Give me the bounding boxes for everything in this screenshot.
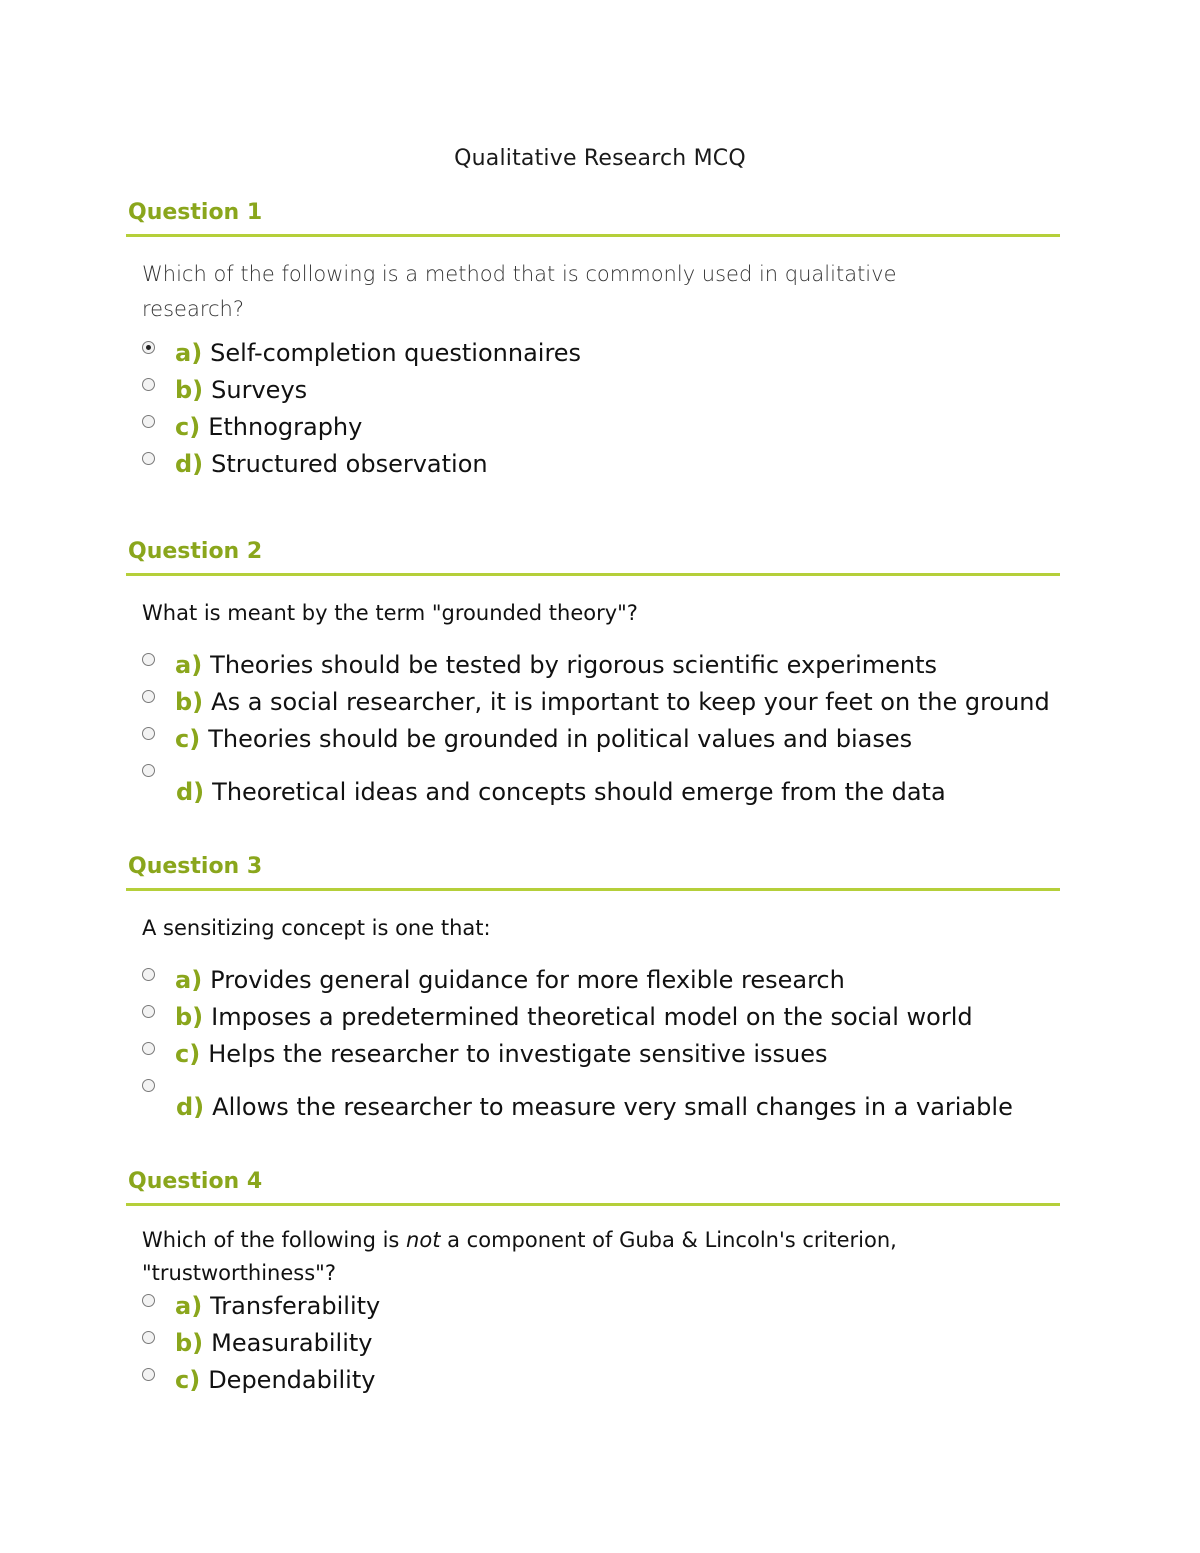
- radio-button[interactable]: [142, 452, 155, 465]
- option-letter: d): [176, 1093, 205, 1121]
- option-text: Dependability: [208, 1366, 376, 1394]
- radio-button[interactable]: [142, 1368, 155, 1381]
- answer-options: [126, 649, 1060, 808]
- radio-button[interactable]: [142, 690, 155, 703]
- question-text-end: a component of Guba & Lincoln's criterion, "trustworthiness"?: [142, 1228, 897, 1285]
- question-2: [126, 537, 1060, 808]
- option-a[interactable]: [142, 337, 1060, 374]
- option-letter: b): [175, 688, 204, 716]
- option-c[interactable]: [142, 1364, 1060, 1401]
- option-text: Transferability: [210, 1292, 381, 1320]
- option-letter: a): [175, 966, 203, 994]
- option-text: As a social researcher, it is important to keep your feet on the ground: [211, 688, 1050, 716]
- answer-options: [126, 964, 1060, 1123]
- question-heading: Question 2: [128, 539, 263, 564]
- option-d[interactable]: [142, 760, 1060, 808]
- option-text: Helps the researcher to investigate sensitive issues: [208, 1040, 828, 1068]
- option-text: Imposes a predetermined theoretical model on the social world: [211, 1003, 973, 1031]
- option-text: Allows the researcher to measure very small changes in a variable: [212, 1093, 1013, 1121]
- option-letter: a): [175, 651, 203, 679]
- question-divider: [126, 573, 1060, 576]
- option-d[interactable]: [142, 448, 1060, 485]
- radio-button[interactable]: [142, 727, 155, 740]
- question-heading: Question 3: [128, 854, 263, 879]
- option-letter: c): [175, 725, 201, 753]
- option-text: Structured observation: [211, 450, 488, 478]
- option-letter: c): [175, 1366, 201, 1394]
- radio-button[interactable]: [142, 1294, 155, 1307]
- option-b[interactable]: [142, 374, 1060, 411]
- answer-options: [126, 1290, 1060, 1401]
- question-1: [126, 198, 1060, 485]
- option-body: [142, 1075, 1056, 1123]
- option-text: Theories should be tested by rigorous scientific experiments: [210, 651, 938, 679]
- option-text: Theoretical ideas and concepts should emerge from the data: [212, 778, 946, 806]
- option-c[interactable]: [142, 723, 1060, 760]
- option-b[interactable]: [142, 686, 1060, 723]
- option-c[interactable]: [142, 411, 1060, 448]
- option-letter: d): [176, 778, 205, 806]
- option-text: Self-completion questionnaires: [210, 339, 582, 367]
- question-text-emphasis: not: [406, 1228, 441, 1252]
- page-title: Qualitative Research MCQ: [454, 146, 746, 171]
- question-heading: Question 1: [128, 200, 263, 225]
- option-letter: c): [175, 413, 201, 441]
- option-a[interactable]: [142, 964, 1060, 1001]
- option-b[interactable]: [142, 1001, 1060, 1038]
- option-text: Ethnography: [208, 413, 363, 441]
- radio-button[interactable]: [142, 1331, 155, 1344]
- question-4: [126, 1167, 1060, 1401]
- radio-button[interactable]: [142, 968, 155, 981]
- question-divider: [126, 888, 1060, 891]
- radio-button[interactable]: [142, 1005, 155, 1018]
- question-text-start: Which of the following is: [142, 1228, 400, 1252]
- answer-options: [126, 337, 1060, 485]
- question-divider: [126, 234, 1060, 237]
- option-text: Provides general guidance for more flexible research: [210, 966, 845, 994]
- option-text: Measurability: [211, 1329, 373, 1357]
- radio-button[interactable]: [142, 378, 155, 391]
- option-letter: d): [175, 450, 204, 478]
- option-letter: b): [175, 376, 204, 404]
- radio-button[interactable]: [142, 653, 155, 666]
- option-c[interactable]: [142, 1038, 1060, 1075]
- radio-button-selected[interactable]: [142, 341, 155, 354]
- radio-button[interactable]: [142, 1079, 155, 1092]
- question-text: Which of the following is a method that is commonly used in qualitative research?: [142, 262, 897, 321]
- option-letter: b): [175, 1003, 204, 1031]
- question-3: [126, 852, 1060, 1123]
- radio-button[interactable]: [142, 415, 155, 428]
- option-letter: b): [175, 1329, 204, 1357]
- option-letter: c): [175, 1040, 201, 1068]
- question-heading: Question 4: [128, 1169, 263, 1194]
- option-a[interactable]: [142, 1290, 1060, 1327]
- option-text: Surveys: [211, 376, 308, 404]
- radio-button[interactable]: [142, 764, 155, 777]
- question-text: What is meant by the term "grounded theory"?: [142, 601, 638, 625]
- option-letter: a): [175, 339, 203, 367]
- option-b[interactable]: [142, 1327, 1060, 1364]
- question-text: A sensitizing concept is one that:: [142, 916, 491, 940]
- option-a[interactable]: [142, 649, 1060, 686]
- question-divider: [126, 1203, 1060, 1206]
- option-d[interactable]: [142, 1075, 1060, 1123]
- option-body: [142, 760, 1056, 808]
- radio-button[interactable]: [142, 1042, 155, 1055]
- question-text: [126, 1224, 1060, 1290]
- option-letter: a): [175, 1292, 203, 1320]
- option-text: Theories should be grounded in political values and biases: [208, 725, 913, 753]
